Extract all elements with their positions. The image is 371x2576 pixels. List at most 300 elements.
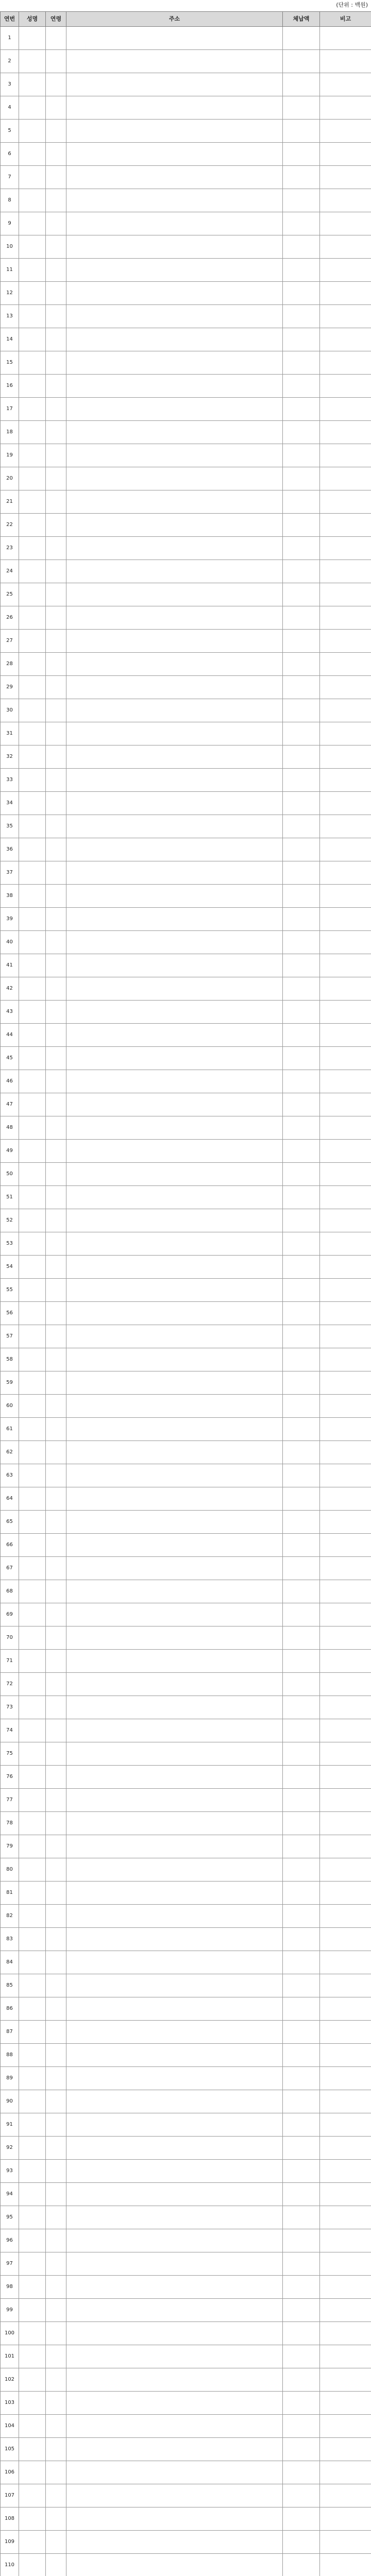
row-number: 78 [1, 1812, 19, 1835]
row-number: 94 [1, 2183, 19, 2206]
row-name [19, 2276, 46, 2299]
row-number: 23 [1, 537, 19, 560]
row-name [19, 1279, 46, 1302]
row-age [46, 50, 66, 73]
row-age [46, 1766, 66, 1789]
table-row [1, 1673, 371, 1696]
row-note [320, 1580, 371, 1603]
row-address [66, 537, 283, 560]
row-name [19, 1534, 46, 1557]
row-address [66, 282, 283, 305]
row-number: 3 [1, 73, 19, 96]
row-amount [283, 1348, 320, 1371]
row-amount [283, 1650, 320, 1673]
row-note [320, 1997, 371, 2021]
table-row [1, 1464, 371, 1487]
row-address [66, 1858, 283, 1882]
row-address [66, 792, 283, 815]
table-row [1, 166, 371, 189]
row-address [66, 2137, 283, 2160]
row-address [66, 2276, 283, 2299]
row-note [320, 699, 371, 722]
table-row [1, 560, 371, 583]
row-address [66, 861, 283, 885]
row-number: 13 [1, 305, 19, 328]
row-number: 73 [1, 1696, 19, 1719]
row-age [46, 560, 66, 583]
row-name [19, 259, 46, 282]
row-age [46, 444, 66, 467]
row-note [320, 166, 371, 189]
row-name [19, 2183, 46, 2206]
row-address [66, 2299, 283, 2322]
row-note [320, 1650, 371, 1673]
row-address [66, 745, 283, 769]
row-note [320, 630, 371, 653]
row-address [66, 2252, 283, 2276]
row-amount [283, 212, 320, 235]
row-note [320, 1673, 371, 1696]
row-address [66, 815, 283, 838]
row-name [19, 2252, 46, 2276]
table-row [1, 1371, 371, 1395]
row-address [66, 73, 283, 96]
row-note [320, 792, 371, 815]
row-note [320, 444, 371, 467]
row-amount [283, 815, 320, 838]
row-name [19, 1812, 46, 1835]
row-address [66, 1093, 283, 1116]
table-row [1, 375, 371, 398]
row-age [46, 1001, 66, 1024]
row-age [46, 2484, 66, 2507]
row-name [19, 120, 46, 143]
table-row [1, 2531, 371, 2554]
row-note [320, 861, 371, 885]
table-row [1, 2090, 371, 2113]
row-name [19, 2229, 46, 2252]
row-amount [283, 1418, 320, 1441]
row-address [66, 1464, 283, 1487]
row-name [19, 1163, 46, 1186]
row-name [19, 2461, 46, 2484]
row-note [320, 1858, 371, 1882]
row-number: 58 [1, 1348, 19, 1371]
row-number: 10 [1, 235, 19, 259]
row-address [66, 1047, 283, 1070]
row-number: 38 [1, 885, 19, 908]
row-number: 47 [1, 1093, 19, 1116]
row-note [320, 2090, 371, 2113]
row-amount [283, 931, 320, 954]
row-age [46, 375, 66, 398]
table-row [1, 2021, 371, 2044]
row-address [66, 699, 283, 722]
row-name [19, 375, 46, 398]
table-row [1, 2206, 371, 2229]
row-name [19, 1001, 46, 1024]
table-row [1, 977, 371, 1001]
row-name [19, 1487, 46, 1511]
row-number: 95 [1, 2206, 19, 2229]
row-note [320, 2368, 371, 2392]
row-amount [283, 467, 320, 490]
row-note [320, 769, 371, 792]
row-age [46, 1835, 66, 1858]
row-number: 109 [1, 2531, 19, 2554]
table-row [1, 2252, 371, 2276]
row-note [320, 2392, 371, 2415]
row-amount [283, 2345, 320, 2368]
row-age [46, 931, 66, 954]
row-amount [283, 1951, 320, 1974]
row-amount [283, 1511, 320, 1534]
row-address [66, 96, 283, 120]
row-note [320, 1441, 371, 1464]
row-number: 75 [1, 1742, 19, 1766]
row-number: 41 [1, 954, 19, 977]
table-row [1, 1024, 371, 1047]
row-number: 74 [1, 1719, 19, 1742]
column-header-address: 주소 [66, 12, 283, 27]
row-name [19, 166, 46, 189]
row-age [46, 908, 66, 931]
row-amount [283, 351, 320, 375]
row-amount [283, 1580, 320, 1603]
row-address [66, 1534, 283, 1557]
row-name [19, 235, 46, 259]
table-row [1, 792, 371, 815]
row-amount [283, 977, 320, 1001]
row-amount [283, 1325, 320, 1348]
row-address [66, 1487, 283, 1511]
row-age [46, 328, 66, 351]
row-amount [283, 1557, 320, 1580]
row-age [46, 1024, 66, 1047]
row-amount [283, 1928, 320, 1951]
row-number: 46 [1, 1070, 19, 1093]
row-note [320, 1279, 371, 1302]
table-row [1, 722, 371, 745]
row-address [66, 1928, 283, 1951]
row-number: 11 [1, 259, 19, 282]
table-row [1, 653, 371, 676]
row-amount [283, 2461, 320, 2484]
row-address [66, 2021, 283, 2044]
row-name [19, 931, 46, 954]
row-amount [283, 1024, 320, 1047]
row-age [46, 120, 66, 143]
row-age [46, 1534, 66, 1557]
row-name [19, 1511, 46, 1534]
table-row [1, 861, 371, 885]
row-note [320, 1882, 371, 1905]
row-name [19, 282, 46, 305]
row-note [320, 259, 371, 282]
row-age [46, 2415, 66, 2438]
row-number: 27 [1, 630, 19, 653]
table-row [1, 954, 371, 977]
row-address [66, 653, 283, 676]
table-row [1, 2113, 371, 2137]
row-address [66, 166, 283, 189]
row-name [19, 1835, 46, 1858]
row-note [320, 2067, 371, 2090]
row-age [46, 235, 66, 259]
row-number: 85 [1, 1974, 19, 1997]
row-number: 30 [1, 699, 19, 722]
row-note [320, 2206, 371, 2229]
table-row [1, 1742, 371, 1766]
row-address [66, 398, 283, 421]
table-row [1, 398, 371, 421]
table-row [1, 2183, 371, 2206]
row-age [46, 2322, 66, 2345]
row-name [19, 1325, 46, 1348]
row-amount [283, 189, 320, 212]
row-age [46, 1974, 66, 1997]
row-age [46, 1858, 66, 1882]
table-row [1, 50, 371, 73]
row-name [19, 815, 46, 838]
row-note [320, 606, 371, 630]
row-note [320, 490, 371, 514]
row-number: 71 [1, 1650, 19, 1673]
row-age [46, 2299, 66, 2322]
row-amount [283, 1719, 320, 1742]
row-amount [283, 2160, 320, 2183]
row-number: 70 [1, 1626, 19, 1650]
row-age [46, 467, 66, 490]
table-row [1, 1812, 371, 1835]
row-age [46, 699, 66, 722]
row-amount [283, 1626, 320, 1650]
table-row [1, 259, 371, 282]
row-age [46, 1487, 66, 1511]
table-row [1, 606, 371, 630]
table-row [1, 2554, 371, 2576]
row-number: 72 [1, 1673, 19, 1696]
row-name [19, 1348, 46, 1371]
row-name [19, 2322, 46, 2345]
table-header-row [1, 12, 371, 27]
row-note [320, 1905, 371, 1928]
table-row [1, 2345, 371, 2368]
row-note [320, 1511, 371, 1534]
row-address [66, 2160, 283, 2183]
table-row [1, 120, 371, 143]
row-number: 92 [1, 2137, 19, 2160]
row-address [66, 1302, 283, 1325]
row-note [320, 27, 371, 50]
row-amount [283, 1905, 320, 1928]
row-note [320, 2484, 371, 2507]
row-note [320, 908, 371, 931]
row-number: 21 [1, 490, 19, 514]
table-row [1, 1441, 371, 1464]
table-row [1, 769, 371, 792]
row-age [46, 189, 66, 212]
row-note [320, 537, 371, 560]
row-age [46, 1928, 66, 1951]
row-amount [283, 73, 320, 96]
row-age [46, 1951, 66, 1974]
row-note [320, 722, 371, 745]
table-row [1, 2484, 371, 2507]
row-amount [283, 583, 320, 606]
row-note [320, 2299, 371, 2322]
table-row [1, 1047, 371, 1070]
row-address [66, 560, 283, 583]
row-address [66, 305, 283, 328]
row-amount [283, 2067, 320, 2090]
row-note [320, 1047, 371, 1070]
row-amount [283, 1047, 320, 1070]
row-name [19, 96, 46, 120]
table-row [1, 1395, 371, 1418]
row-address [66, 2183, 283, 2206]
row-name [19, 1673, 46, 1696]
row-number: 34 [1, 792, 19, 815]
row-amount [283, 1209, 320, 1232]
column-header-age: 연령 [46, 12, 66, 27]
table-row [1, 1882, 371, 1905]
row-address [66, 676, 283, 699]
row-age [46, 1719, 66, 1742]
table-row [1, 2137, 371, 2160]
table-row [1, 1789, 371, 1812]
row-number: 54 [1, 1256, 19, 1279]
row-address [66, 212, 283, 235]
row-amount [283, 1766, 320, 1789]
row-address [66, 1673, 283, 1696]
table-row [1, 1951, 371, 1974]
row-number: 66 [1, 1534, 19, 1557]
row-name [19, 73, 46, 96]
row-age [46, 166, 66, 189]
row-amount [283, 1603, 320, 1626]
row-note [320, 2252, 371, 2276]
table-row [1, 1766, 371, 1789]
row-note [320, 931, 371, 954]
row-address [66, 583, 283, 606]
row-amount [283, 282, 320, 305]
row-amount [283, 514, 320, 537]
row-age [46, 2438, 66, 2461]
row-amount [283, 745, 320, 769]
row-name [19, 2206, 46, 2229]
row-name [19, 2554, 46, 2576]
table-row [1, 815, 371, 838]
table-row [1, 2160, 371, 2183]
table-row [1, 1487, 371, 1511]
row-address [66, 235, 283, 259]
table-row [1, 351, 371, 375]
row-name [19, 583, 46, 606]
row-name [19, 1070, 46, 1093]
row-age [46, 490, 66, 514]
row-age [46, 1882, 66, 1905]
table-row [1, 1511, 371, 1534]
row-age [46, 1186, 66, 1209]
row-note [320, 653, 371, 676]
row-name [19, 861, 46, 885]
row-age [46, 2206, 66, 2229]
row-note [320, 1116, 371, 1140]
row-name [19, 444, 46, 467]
table-row [1, 2392, 371, 2415]
row-amount [283, 96, 320, 120]
row-age [46, 2252, 66, 2276]
row-note [320, 2044, 371, 2067]
row-amount [283, 1858, 320, 1882]
table-row [1, 467, 371, 490]
row-amount [283, 398, 320, 421]
row-number: 100 [1, 2322, 19, 2345]
column-header-no: 연번 [1, 12, 19, 27]
row-age [46, 421, 66, 444]
table-row [1, 1209, 371, 1232]
unit-note: (단위 : 백원) [336, 2, 368, 8]
row-address [66, 2531, 283, 2554]
row-number: 20 [1, 467, 19, 490]
row-amount [283, 908, 320, 931]
row-number: 88 [1, 2044, 19, 2067]
row-note [320, 1951, 371, 1974]
row-address [66, 328, 283, 351]
row-note [320, 1024, 371, 1047]
row-address [66, 1997, 283, 2021]
row-name [19, 954, 46, 977]
row-number: 80 [1, 1858, 19, 1882]
row-address [66, 1835, 283, 1858]
table-row [1, 537, 371, 560]
row-name [19, 2067, 46, 2090]
row-note [320, 2507, 371, 2531]
row-note [320, 2554, 371, 2576]
table-row [1, 1650, 371, 1673]
row-name [19, 722, 46, 745]
table-row [1, 1279, 371, 1302]
row-note [320, 2438, 371, 2461]
row-number: 45 [1, 1047, 19, 1070]
row-amount [283, 1186, 320, 1209]
row-amount [283, 27, 320, 50]
row-number: 61 [1, 1418, 19, 1441]
row-note [320, 2461, 371, 2484]
row-age [46, 885, 66, 908]
row-name [19, 1650, 46, 1673]
row-note [320, 1464, 371, 1487]
row-age [46, 2044, 66, 2067]
row-amount [283, 2392, 320, 2415]
row-note [320, 235, 371, 259]
row-note [320, 467, 371, 490]
row-note [320, 838, 371, 861]
row-name [19, 977, 46, 1001]
row-address [66, 2090, 283, 2113]
table-row [1, 1140, 371, 1163]
table-row [1, 1093, 371, 1116]
row-number: 67 [1, 1557, 19, 1580]
row-note [320, 1626, 371, 1650]
row-amount [283, 2484, 320, 2507]
row-amount [283, 1279, 320, 1302]
table-row [1, 885, 371, 908]
row-age [46, 1997, 66, 2021]
row-amount [283, 699, 320, 722]
row-age [46, 1418, 66, 1441]
